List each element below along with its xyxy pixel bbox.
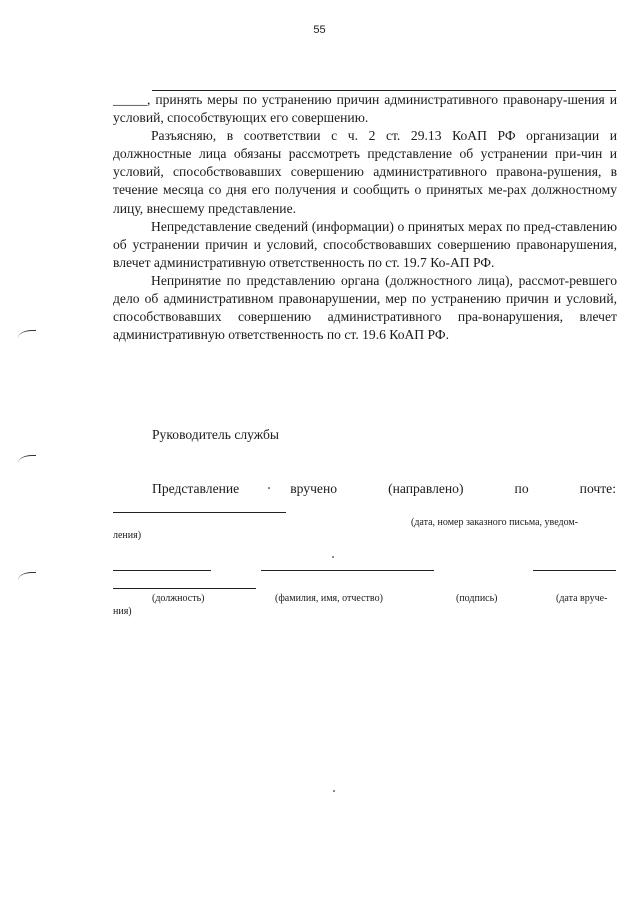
scan-speck xyxy=(332,556,334,558)
signer-title: Руководитель службы xyxy=(152,427,280,442)
position-blank xyxy=(113,570,211,571)
scan-speck xyxy=(333,790,335,792)
date-blank xyxy=(533,570,616,571)
delivery-caption-continued: ления) xyxy=(113,530,142,541)
name-caption: (фамилия, имя, отчество) xyxy=(275,593,383,604)
delivery-word-3: (направлено) xyxy=(388,481,464,496)
delivery-word-2: вручено xyxy=(290,481,338,496)
binding-hole-mark xyxy=(18,455,36,466)
page-number: 55 xyxy=(313,24,326,36)
paragraph-3: Непредставление сведений (информации) о принятых мерах по пред-ставлению об устранении причин и условий, способствовавших совершению правонарушения, влечет административную ответственность по ст. 19.7 Ко-АП РФ. xyxy=(113,218,617,270)
binding-hole-mark xyxy=(18,330,36,341)
binding-hole-mark xyxy=(18,572,36,583)
name-blank xyxy=(261,570,434,571)
delivery-date-blank xyxy=(113,512,286,513)
delivery-word-4: по xyxy=(514,481,529,496)
paragraph-1: _____, принять меры по устранению причин административного правонару-шения и условий, способствующих его совершению. xyxy=(113,92,617,126)
paragraph-4: Непринятие по представлению органа (должностного лица), рассмот-ревшего дело об административном правонарушении, мер по устранению причин и условий, способствовавших совершению административного пра-вонарушения, влечет административную ответственность по ст. 19.6 КоАП РФ. xyxy=(113,272,617,343)
delivery-word-5: почте: xyxy=(579,481,616,496)
delivery-line xyxy=(152,481,616,497)
signature-blank xyxy=(113,588,256,589)
delivery-caption: (дата, номер заказного письма, уведом- xyxy=(411,517,579,528)
body-text xyxy=(113,91,617,344)
position-caption: (должность) xyxy=(152,593,205,604)
signature-caption: (подпись) xyxy=(456,593,498,604)
delivery-word-1: Представление xyxy=(152,481,240,496)
date-caption: (дата вруче- xyxy=(556,593,608,604)
paragraph-2: Разъясняю, в соответствии с ч. 2 ст. 29.13 КоАП РФ организации и должностные лица обязаны рассмотреть представление об устранении при-чин и условий, способствовавших совершению административного правона-рушения, в течение месяца со дня его получения и сообщить о принятых ме-рах должностному лицу, внесшему представление. xyxy=(113,128,617,216)
scan-speck xyxy=(268,487,270,489)
date-caption-continued: ния) xyxy=(113,606,132,617)
